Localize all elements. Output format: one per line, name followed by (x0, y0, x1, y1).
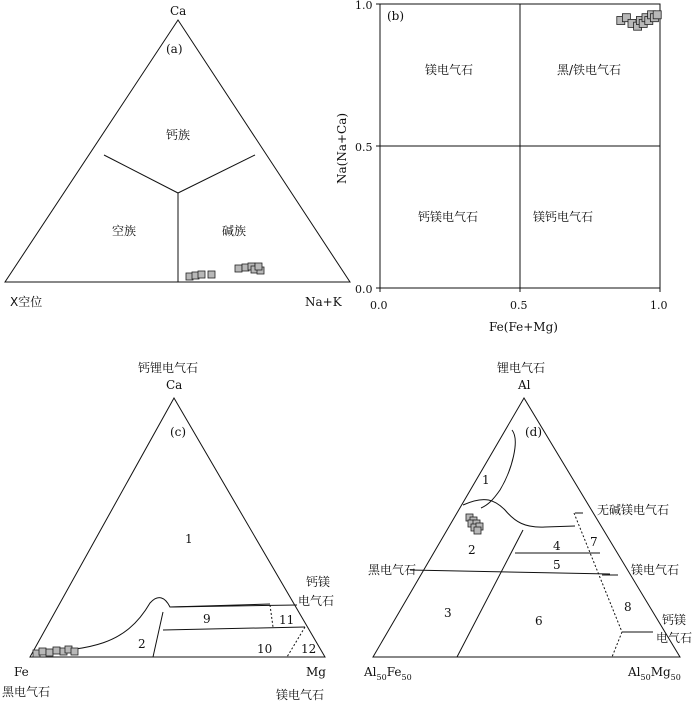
panel-a-apex-right: Na+K (305, 295, 342, 309)
panel-c-apex-right: Mg (306, 665, 326, 679)
panel-d-field-1: 1 (482, 473, 490, 487)
panel-a-field-3: 碱族 (222, 224, 247, 238)
panel-d-field-8: 8 (624, 600, 632, 614)
panel-d-field-4: 4 (553, 539, 561, 553)
panel-c-apex-left-mineral: 黑电气石 (2, 685, 51, 699)
panel-d-side-label-3: 镁电气石 (631, 563, 680, 577)
panel-b-ytick-0.5: 0.5 (355, 141, 373, 154)
panel-c-point (53, 647, 60, 654)
panel-a-point (235, 265, 242, 272)
panel-c-side-label-1: 钙镁 (306, 575, 331, 589)
panel-a-boundary-left (104, 155, 178, 193)
panel-b-field-1: 镁电气石 (425, 63, 474, 77)
panel-c-line-middle (163, 627, 305, 630)
panel-c-apex-right-mineral: 镁电气石 (276, 688, 325, 702)
panel-d-apex-left: $Al_{50}Fe_{50}$ (364, 665, 412, 682)
panel-c-point (46, 649, 53, 656)
panel-c-field-10: 10 (257, 642, 273, 656)
panel-b-xtick-1.0: 1.0 (650, 299, 668, 312)
panel-d-line-1 (410, 570, 610, 574)
panel-d-side-label-1: 无碱镁电气石 (597, 503, 670, 517)
panel-c-apex-top: Ca (166, 378, 183, 392)
panel-c-label: (c) (170, 425, 187, 439)
panel-d-points (466, 514, 483, 534)
panel-d-point (474, 527, 481, 534)
panel-d-field-2: 2 (468, 543, 476, 557)
panel-a-field-1: 钙族 (166, 128, 191, 142)
panel-d-side-label-ca-2: 电气石 (656, 631, 693, 645)
panel-b-ytick-0.0: 0.0 (355, 283, 373, 296)
panel-d-apex-top-mineral: 锂电气石 (497, 361, 546, 375)
panel-c-field-11: 11 (279, 613, 295, 627)
panel-d-side-label-ca-1: 钙镁 (662, 613, 687, 627)
panel-b-ylabel: Na(Na+Ca) (335, 112, 349, 184)
panel-b-field-3: 钙镁电气石 (418, 210, 479, 224)
panel-a-label: (a) (166, 42, 183, 56)
panel-b (335, 0, 668, 334)
panel-b-label: (b) (387, 9, 405, 23)
panel-d-dash-1 (574, 513, 622, 632)
panel-d-label: (d) (525, 425, 543, 439)
panel-d-apex-right: $Al_{50}Mg_{50}$ (628, 665, 681, 682)
panel-b-points (617, 11, 661, 30)
panel-c-line-vertical (153, 612, 163, 657)
panel-c-points (33, 646, 78, 657)
panel-a-point (255, 263, 262, 270)
panel-d-field-7: 7 (590, 535, 598, 549)
panel-c-field-9: 9 (203, 612, 211, 626)
panel-b-xtick-0.5: 0.5 (510, 299, 528, 312)
panel-d (363, 360, 692, 682)
panel-a-field-2: 空族 (112, 224, 137, 238)
panel-d-side-label-2: 黑电气石 (368, 563, 417, 577)
panel-d-field-5: 5 (553, 558, 561, 572)
panel-a-apex-left: X空位 (10, 295, 43, 309)
panel-c-point (71, 648, 78, 655)
panel-d-line-3 (457, 530, 523, 657)
panel-c-side-label-2: 电气石 (298, 594, 335, 608)
panel-b-point (653, 11, 661, 19)
panel-a-points (186, 263, 264, 280)
panel-d-field-6: 6 (535, 614, 543, 628)
panel-a-point (198, 271, 205, 278)
panel-b-ytick-1.0: 1.0 (355, 0, 373, 12)
panel-b-xtick-0.0: 0.0 (370, 299, 388, 312)
panel-a (5, 4, 350, 309)
panel-c-apex-top-mineral: 钙锂电气石 (138, 361, 199, 375)
panel-d-field-3: 3 (444, 606, 452, 620)
panel-c-dash-1 (270, 605, 273, 627)
panel-c (2, 360, 334, 702)
panel-d-dash-2 (612, 632, 622, 657)
panel-b-xlabel: Fe(Fe+Mg) (489, 320, 558, 334)
panel-a-apex-top: Ca (170, 4, 187, 18)
panel-a-boundary-right (178, 155, 255, 193)
panel-c-field-1: 1 (185, 532, 193, 546)
panel-c-field-2: 2 (138, 637, 146, 651)
panel-b-field-4: 镁钙电气石 (533, 210, 594, 224)
panel-d-apex-top: Al (518, 378, 531, 392)
panel-c-apex-left: Fe (14, 665, 29, 679)
panel-c-field-12: 12 (301, 642, 317, 656)
panel-a-point (208, 271, 215, 278)
panel-b-field-2: 黑/铁电气石 (557, 63, 622, 77)
panel-c-point (39, 648, 46, 655)
